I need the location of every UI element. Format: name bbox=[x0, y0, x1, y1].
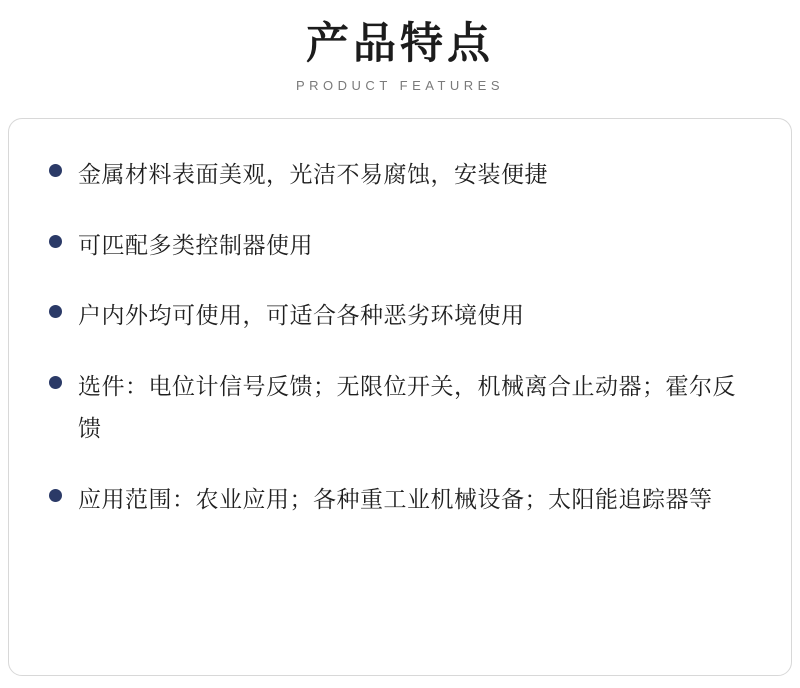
list-item bbox=[49, 224, 751, 267]
page-header bbox=[0, 0, 800, 93]
list-item bbox=[49, 153, 751, 196]
page-subtitle: PRODUCT FEATURES bbox=[295, 77, 505, 93]
bullet-icon bbox=[49, 376, 62, 389]
list-item bbox=[49, 365, 751, 450]
feature-text: 选件：电位计信号反馈；无限位开关，机械离合止动器；霍尔反馈 bbox=[78, 372, 736, 442]
list-item bbox=[49, 478, 751, 521]
page-title: 产品特点 bbox=[306, 20, 494, 68]
feature-text: 应用范围：农业应用；各种重工业机械设备；太阳能追踪器等 bbox=[78, 485, 713, 512]
bullet-icon bbox=[49, 235, 62, 248]
bullet-icon bbox=[49, 164, 62, 177]
features-card bbox=[8, 118, 792, 676]
feature-text: 金属材料表面美观，光洁不易腐蚀，安装便捷 bbox=[78, 161, 548, 187]
feature-text: 可匹配多类控制器使用 bbox=[78, 231, 313, 258]
feature-text: 户内外均可使用，可适合各种恶劣环境使用 bbox=[78, 302, 525, 329]
list-item bbox=[49, 294, 751, 337]
bullet-icon bbox=[49, 489, 62, 502]
bullet-icon bbox=[49, 305, 62, 318]
